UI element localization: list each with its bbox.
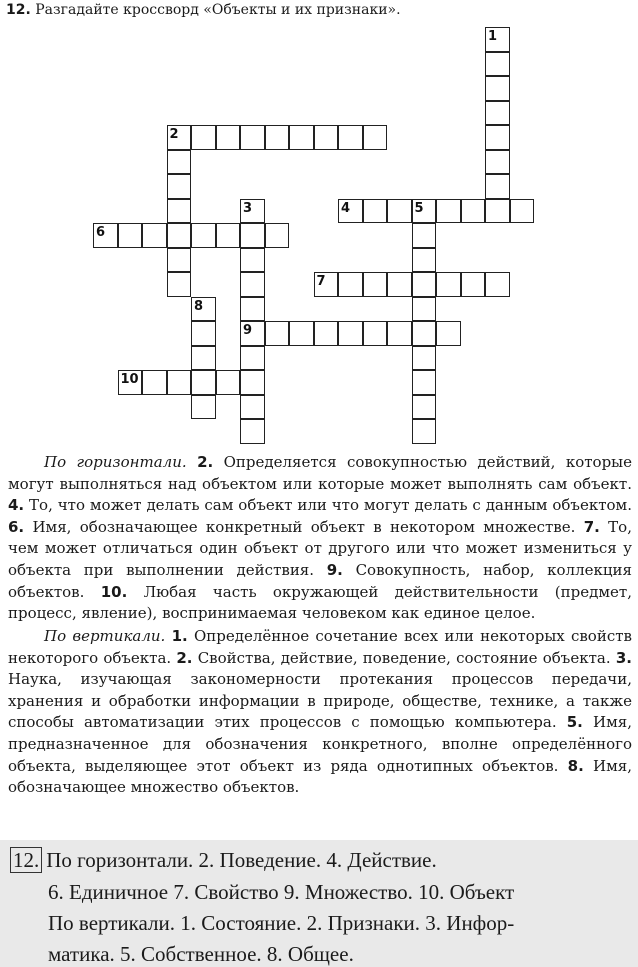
answers-line-1: 12. По горизонтали. 2. Поведение. 4. Действие. xyxy=(10,844,437,876)
crossword-cell[interactable] xyxy=(412,248,437,273)
answers-block xyxy=(0,840,638,967)
crossword-cell[interactable] xyxy=(265,321,290,346)
crossword-cell[interactable] xyxy=(191,223,216,248)
crossword-cell[interactable] xyxy=(338,321,363,346)
crossword-cell[interactable] xyxy=(338,272,363,297)
crossword-cell[interactable] xyxy=(216,370,241,395)
crossword-cell[interactable] xyxy=(485,150,510,175)
crossword-cell[interactable] xyxy=(167,223,192,248)
crossword-cell[interactable] xyxy=(485,76,510,101)
crossword-cell[interactable] xyxy=(167,174,192,199)
crossword-cell[interactable] xyxy=(240,223,265,248)
crossword-cell[interactable] xyxy=(167,272,192,297)
crossword-cell[interactable] xyxy=(167,150,192,175)
crossword-cell[interactable] xyxy=(412,297,437,322)
crossword-cell[interactable] xyxy=(240,346,265,371)
crossword-cell[interactable] xyxy=(118,223,143,248)
crossword-cell[interactable] xyxy=(461,199,486,224)
crossword-cell[interactable] xyxy=(240,395,265,420)
crossword-cell[interactable] xyxy=(387,272,412,297)
crossword-cell[interactable] xyxy=(240,370,265,395)
crossword-cell[interactable] xyxy=(289,321,314,346)
crossword-cell[interactable] xyxy=(387,321,412,346)
clue-h-9: 9. Совокупность, набор, коллекция объектов. xyxy=(8,560,632,601)
crossword-cell[interactable] xyxy=(436,272,461,297)
crossword-cell[interactable] xyxy=(363,321,388,346)
clue-h-6: 6. Имя, обозначающее конкретный объект в некотором множестве. xyxy=(8,517,576,536)
crossword-cell[interactable] xyxy=(363,125,388,150)
clues-horizontal xyxy=(8,452,632,625)
clue-number-label: 9 xyxy=(243,323,253,338)
crossword-cell[interactable] xyxy=(191,395,216,420)
clue-h-7: 7. То, чем может отличаться один объект от другого или что может измениться у объекта при выполнении действия. xyxy=(8,517,632,579)
clue-number-label: 2 xyxy=(169,127,179,142)
answers-box-number: 12. xyxy=(10,847,42,873)
crossword-cell[interactable] xyxy=(191,370,216,395)
crossword-cell[interactable] xyxy=(167,199,192,224)
answers-line-3: По вертикали. 1. Состояние. 2. Признаки. 3. Инфор- xyxy=(48,911,515,935)
crossword-cell[interactable] xyxy=(485,125,510,150)
crossword-cell[interactable] xyxy=(191,346,216,371)
crossword-cell[interactable] xyxy=(412,272,437,297)
crossword-cell[interactable] xyxy=(167,248,192,273)
crossword-cell[interactable] xyxy=(510,199,535,224)
clue-number-label: 6 xyxy=(96,225,106,240)
crossword-cell[interactable] xyxy=(216,125,241,150)
crossword-cell[interactable] xyxy=(191,125,216,150)
crossword-cell[interactable] xyxy=(412,395,437,420)
clue-number-label: 1 xyxy=(488,29,498,44)
clue-number-label: 4 xyxy=(341,200,351,216)
crossword-cell[interactable] xyxy=(387,199,412,224)
crossword-cell[interactable] xyxy=(461,272,486,297)
crossword-cell[interactable] xyxy=(485,174,510,199)
crossword-cell[interactable] xyxy=(240,248,265,273)
crossword-cell[interactable] xyxy=(412,223,437,248)
clue-v-5: 5. Имя, предназначенное для обозначения конкретного, вполне определённого объекта, выделяющее этот объект из ряда однотипных объектов. xyxy=(8,713,632,775)
crossword-grid xyxy=(0,0,638,450)
clue-number-label: 3 xyxy=(243,200,253,216)
crossword-cell[interactable] xyxy=(240,272,265,297)
crossword-cell[interactable] xyxy=(412,370,437,395)
crossword-cell[interactable] xyxy=(265,223,290,248)
crossword-cell[interactable] xyxy=(436,199,461,224)
crossword-cell[interactable] xyxy=(142,370,167,395)
crossword-cell[interactable] xyxy=(436,321,461,346)
crossword-cell[interactable] xyxy=(412,321,437,346)
crossword-cell[interactable] xyxy=(240,297,265,322)
crossword-cell[interactable] xyxy=(289,125,314,150)
clue-number-label: 7 xyxy=(316,274,326,289)
clue-h-4: 4. То, что может делать сам объект или что могут делать с данным объектом. xyxy=(8,496,632,515)
crossword-cell[interactable] xyxy=(240,125,265,150)
clues-vertical-heading: По вертикали. xyxy=(44,627,166,645)
crossword-cell[interactable] xyxy=(363,272,388,297)
crossword-cell[interactable] xyxy=(240,419,265,444)
crossword-cell[interactable] xyxy=(314,321,339,346)
clue-v-2: 2. Свойства, действие, поведение, состояние объекта. xyxy=(176,648,611,667)
clue-number-label: 8 xyxy=(194,298,204,314)
crossword-cell[interactable] xyxy=(485,199,510,224)
crossword-cell[interactable] xyxy=(485,101,510,126)
clue-h-2: 2. Определяется совокупностью действий, которые могут выполняться над объектом или которые может выполнять сам объект. xyxy=(8,453,632,493)
crossword-cell[interactable] xyxy=(314,125,339,150)
crossword-cell[interactable] xyxy=(191,321,216,346)
clue-h-10: 10. Любая часть окружающей действительности (предмет, процесс, явление), воспринимаемая человеком как единое целое. xyxy=(8,582,632,623)
clue-number-label: 5 xyxy=(414,200,424,216)
crossword-cell[interactable] xyxy=(412,419,437,444)
task-title: Разгадайте кроссворд «Объекты и их признаки». xyxy=(35,2,401,18)
clues-horizontal-heading: По горизонтали. xyxy=(44,453,187,471)
clue-number-label: 10 xyxy=(120,372,139,387)
crossword-cell[interactable] xyxy=(265,125,290,150)
answers-line-2: 6. Единичное 7. Свойство 9. Множество. 10. Объект xyxy=(48,880,515,904)
task-number: 12. xyxy=(6,2,31,18)
crossword-cell[interactable] xyxy=(485,52,510,77)
clue-v-8: 8. Имя, обозначающее множество объектов. xyxy=(8,756,632,797)
clue-v-1: 1. Определённое сочетание всех или некоторых свойств некоторого объекта. xyxy=(8,627,632,667)
crossword-cell[interactable] xyxy=(338,125,363,150)
crossword-cell[interactable] xyxy=(363,199,388,224)
clue-v-3: 3. Наука, изучающая закономерности протекания процессов передачи, хранения и обработки информации в природе, обществе, технике, а также способы автоматизации этих процессов с помощью компьютера. xyxy=(8,648,632,732)
clues-vertical xyxy=(8,626,632,799)
crossword-cell[interactable] xyxy=(142,223,167,248)
crossword-cell[interactable] xyxy=(216,223,241,248)
answers-line-4: матика. 5. Собственное. 8. Общее. xyxy=(48,942,354,966)
crossword-cell[interactable] xyxy=(485,272,510,297)
crossword-cell[interactable] xyxy=(167,370,192,395)
crossword-cell[interactable] xyxy=(412,346,437,371)
